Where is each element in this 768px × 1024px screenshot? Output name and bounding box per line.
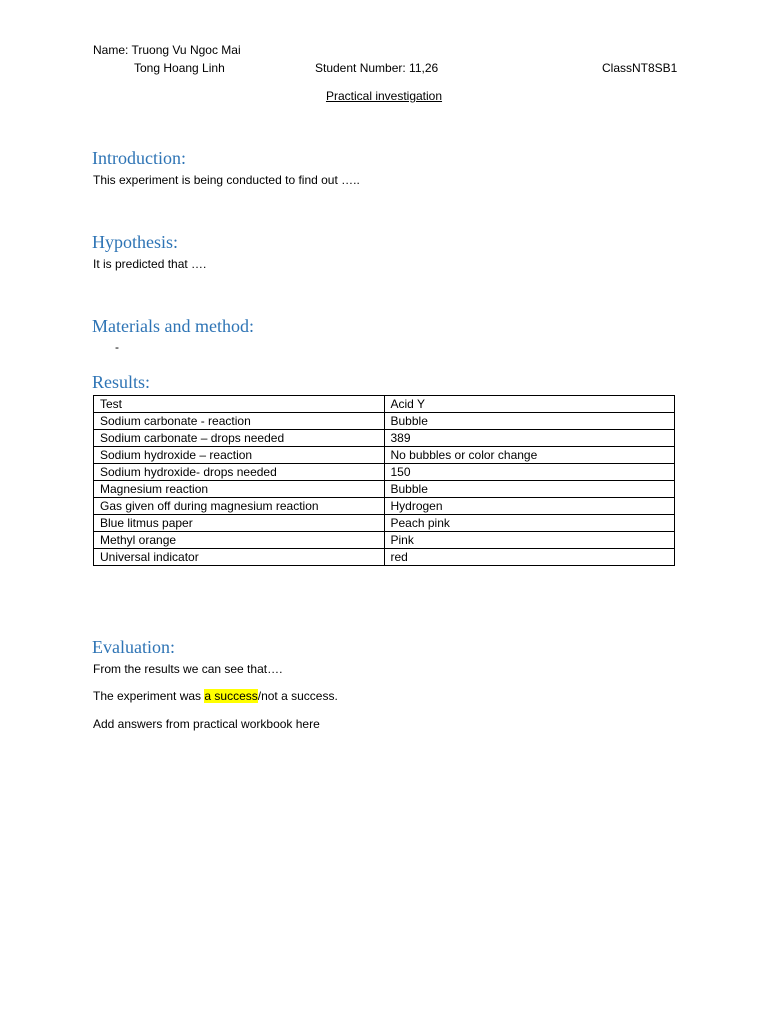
table-cell-test: Sodium hydroxide- drops needed: [94, 464, 385, 481]
table-cell-result: red: [384, 549, 675, 566]
introduction-text: This experiment is being conducted to find out …..: [93, 173, 360, 187]
evaluation-line-1: From the results we can see that….: [93, 662, 283, 676]
hypothesis-heading: Hypothesis:: [92, 232, 179, 252]
document-title: [0, 89, 768, 104]
class-label: ClassNT8SB1: [602, 61, 678, 75]
table-cell-result: Hydrogen: [384, 498, 675, 515]
table-cell-result: 150: [384, 464, 675, 481]
column-header-acid-y: Acid Y: [384, 396, 675, 413]
table-row: [94, 481, 675, 498]
highlighted-success-text: a success: [204, 689, 258, 703]
table-cell-result: Peach pink: [384, 515, 675, 532]
table-header-row: [94, 396, 675, 413]
column-header-test: Test: [94, 396, 385, 413]
table-row: [94, 464, 675, 481]
table-row: [94, 532, 675, 549]
evaluation-line-2-prefix: The experiment was: [93, 689, 205, 703]
table-cell-test: Sodium carbonate – drops needed: [94, 430, 385, 447]
table-cell-test: Methyl orange: [94, 532, 385, 549]
table-cell-test: Sodium hydroxide – reaction: [94, 447, 385, 464]
table-row: [94, 549, 675, 566]
results-heading: Results:: [92, 372, 151, 392]
results-table: [93, 395, 675, 566]
table-cell-test: Universal indicator: [94, 549, 385, 566]
table-cell-test: Sodium carbonate - reaction: [94, 413, 385, 430]
materials-heading: Materials and method:: [92, 316, 254, 336]
table-row: [94, 515, 675, 532]
table-row: [94, 413, 675, 430]
document-title-text: Practical investigation: [325, 89, 443, 103]
name-label: Name: Truong Vu Ngoc Mai: [93, 43, 241, 57]
table-cell-result: Pink: [384, 532, 675, 549]
student-number: Student Number: 11,26: [315, 61, 439, 75]
table-cell-result: No bubbles or color change: [384, 447, 675, 464]
evaluation-line-2-suffix: /not a success.: [257, 689, 338, 703]
evaluation-line-3: Add answers from practical workbook here: [93, 717, 320, 731]
introduction-heading: Introduction:: [92, 148, 186, 168]
table-cell-test: Gas given off during magnesium reaction: [94, 498, 385, 515]
second-student-name: Tong Hoang Linh: [134, 61, 225, 75]
table-row: [94, 498, 675, 515]
hypothesis-text: It is predicted that ….: [93, 257, 207, 271]
table-cell-result: Bubble: [384, 481, 675, 498]
evaluation-heading: Evaluation:: [92, 637, 175, 657]
table-row: [94, 430, 675, 447]
table-cell-result: 389: [384, 430, 675, 447]
table-cell-test: Magnesium reaction: [94, 481, 385, 498]
table-row: [94, 447, 675, 464]
table-cell-test: Blue litmus paper: [94, 515, 385, 532]
materials-bullet: -: [115, 340, 119, 354]
table-cell-result: Bubble: [384, 413, 675, 430]
evaluation-line-2: [93, 689, 338, 704]
